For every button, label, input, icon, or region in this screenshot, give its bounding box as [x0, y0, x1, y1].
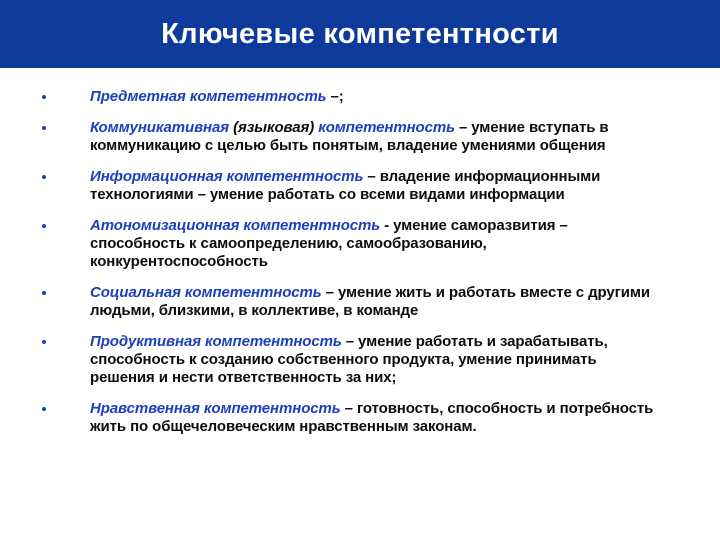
bullet-text-segment: – умение работать и зарабатывать, способность к созданию собственного продукта, умение принимать решения и нести ответственность за них; [90, 333, 608, 386]
bullet-list [0, 68, 720, 436]
bullet-dot-icon [42, 291, 46, 295]
bullet-text-segment: –; [326, 88, 344, 105]
title-bar [0, 0, 720, 68]
bullet-text-segment: - умение саморазвития – способность к самоопределению, самообразованию, конкурентоспособность [90, 217, 568, 270]
bullet-text [90, 284, 663, 320]
bullet-text [90, 119, 663, 155]
bullet-text [90, 400, 663, 436]
bullet-text-segment: компетентность [318, 119, 455, 136]
bullet-text-segment: Коммуникативная [90, 119, 229, 136]
bullet-text-segment: – умение жить и работать вместе с другими людьми, близкими, в коллективе, в команде [90, 284, 650, 319]
bullet-dot-icon [42, 95, 46, 99]
bullet-item [40, 88, 663, 106]
bullet-text-segment: – умение вступать в коммуникацию с целью быть понятым, владение умениями общения [90, 119, 609, 154]
bullet-text [90, 168, 663, 204]
bullet-text-segment: Предметная компетентность [90, 88, 327, 105]
bullet-dot-icon [42, 224, 46, 228]
bullet-item [40, 217, 663, 271]
bullet-item [40, 119, 663, 155]
bullet-text-segment: Информационная компетентность [90, 168, 364, 185]
bullet-dot-icon [42, 407, 46, 411]
bullet-text-segment: Атономизационная компетентность [90, 217, 381, 234]
bullet-item [40, 400, 663, 436]
bullet-item [40, 168, 663, 204]
bullet-text [90, 333, 663, 387]
bullet-text-segment: (языковая) [229, 119, 319, 136]
bullet-text-segment: Продуктивная компетентность [90, 333, 342, 350]
bullet-dot-icon [42, 126, 46, 130]
bullet-text-segment: Социальная компетентность [90, 284, 322, 301]
bullet-text-segment: – владение информационными технологиями – умение работать со всеми видами информации [90, 168, 601, 203]
bullet-text-segment: – готовность, способность и потребность жить по общечеловеческим нравственным законам. [90, 400, 654, 435]
bullet-text-segment: Нравственная компетентность [90, 400, 341, 417]
bullet-dot-icon [42, 340, 46, 344]
bullet-item [40, 284, 663, 320]
slide-title: Ключевые компетентности [161, 17, 559, 50]
bullet-text [90, 217, 663, 271]
bullet-text [90, 88, 663, 106]
bullet-dot-icon [42, 175, 46, 179]
bullet-item [40, 333, 663, 387]
